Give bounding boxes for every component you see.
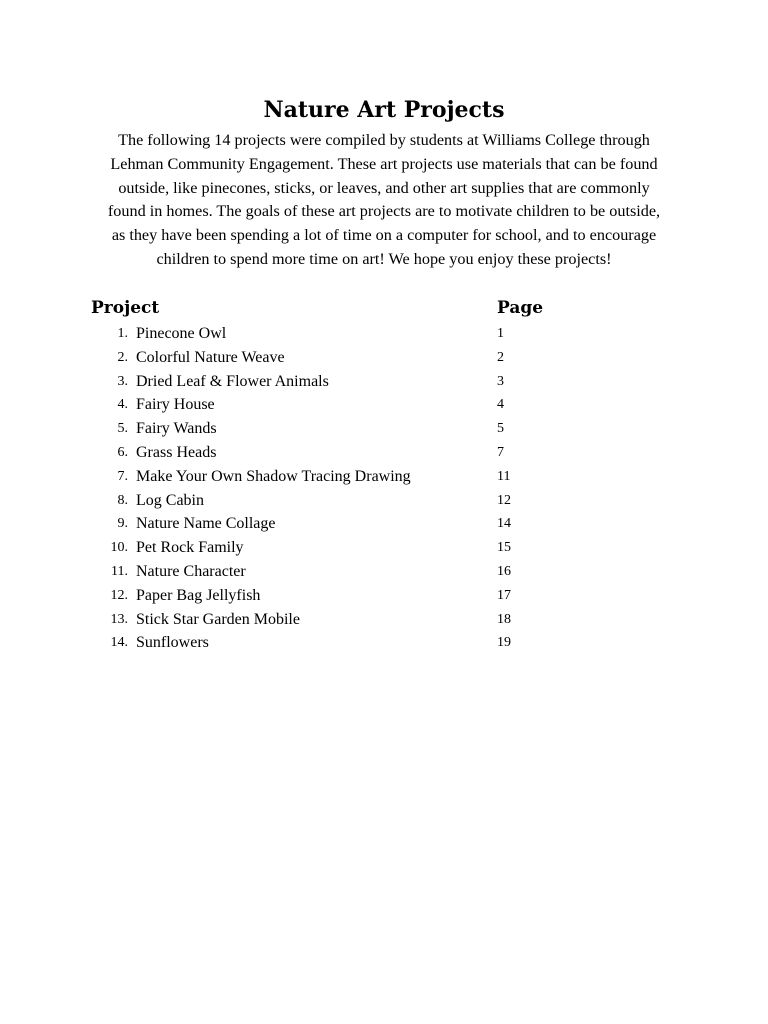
list-item (0, 465, 768, 489)
page-number: 15 (497, 540, 511, 556)
intro-line: as they have been spending a lot of time on a computer for school, and to encourage (111, 226, 657, 245)
page-column-header: Page (497, 298, 544, 318)
project-title: Pet Rock Family (136, 539, 244, 557)
item-number: 11. (111, 563, 128, 579)
project-column-header: Project (91, 298, 160, 318)
item-number: 4. (117, 397, 128, 413)
page-number: 11 (497, 468, 511, 484)
list-item (0, 631, 768, 655)
item-number: 7. (117, 468, 128, 484)
project-title: Nature Name Collage (136, 515, 276, 533)
list-item (0, 322, 768, 346)
intro-line: outside, like pinecones, sticks, or leaves, and other art supplies that are commonly (118, 178, 650, 197)
list-item (0, 417, 768, 441)
list-item (0, 584, 768, 608)
item-number: 5. (117, 421, 128, 437)
item-number: 14. (110, 635, 128, 651)
intro-line: Lehman Community Engagement. These art projects use materials that can be found (110, 154, 658, 173)
item-number: 6. (117, 444, 128, 460)
list-item (0, 560, 768, 584)
item-number: 3. (117, 373, 128, 389)
page-number: 19 (497, 635, 511, 651)
page-number: 7 (497, 444, 504, 460)
page-number: 12 (497, 492, 511, 508)
project-title: Nature Character (136, 562, 246, 580)
project-title: Fairy Wands (136, 420, 217, 438)
project-title: Fairy House (136, 396, 215, 414)
project-list (0, 322, 768, 655)
page-number: 18 (497, 611, 511, 627)
item-number: 13. (110, 611, 128, 627)
page-number: 17 (497, 587, 511, 603)
project-title: Stick Star Garden Mobile (136, 610, 300, 628)
item-number: 1. (117, 326, 128, 341)
project-title: Dried Leaf & Flower Animals (136, 372, 329, 390)
list-item (0, 608, 768, 632)
page-number: 16 (497, 563, 511, 579)
intro-paragraph (80, 129, 688, 272)
page-number: 1 (497, 326, 504, 341)
project-title: Make Your Own Shadow Tracing Drawing (136, 467, 411, 485)
page-number: 5 (497, 421, 504, 437)
project-title: Pinecone Owl (136, 325, 227, 342)
item-number: 12. (110, 587, 128, 603)
list-item (0, 393, 768, 417)
item-number: 2. (117, 349, 128, 365)
list-item (0, 370, 768, 394)
item-number: 8. (117, 492, 128, 508)
list-item (0, 346, 768, 370)
page-number: 14 (497, 516, 511, 532)
page-number: 4 (497, 397, 504, 413)
project-title: Paper Bag Jellyfish (136, 586, 261, 604)
list-item (0, 512, 768, 536)
project-title: Colorful Nature Weave (136, 348, 285, 366)
item-number: 10. (110, 540, 128, 556)
project-title: Log Cabin (136, 491, 204, 509)
intro-line: The following 14 projects were compiled by students at Williams College through (118, 131, 650, 149)
page-number: 2 (497, 349, 504, 365)
list-item (0, 441, 768, 465)
intro-line: children to spend more time on art! We hope you enjoy these projects! (156, 249, 612, 268)
list-item (0, 489, 768, 513)
project-title: Grass Heads (136, 443, 217, 461)
list-item (0, 536, 768, 560)
page-title: Nature Art Projects (263, 97, 505, 123)
item-number: 9. (117, 516, 128, 532)
project-title: Sunflowers (136, 634, 209, 652)
intro-line: found in homes. The goals of these art projects are to motivate children to be outside, (107, 202, 661, 221)
page-number: 3 (497, 373, 504, 389)
